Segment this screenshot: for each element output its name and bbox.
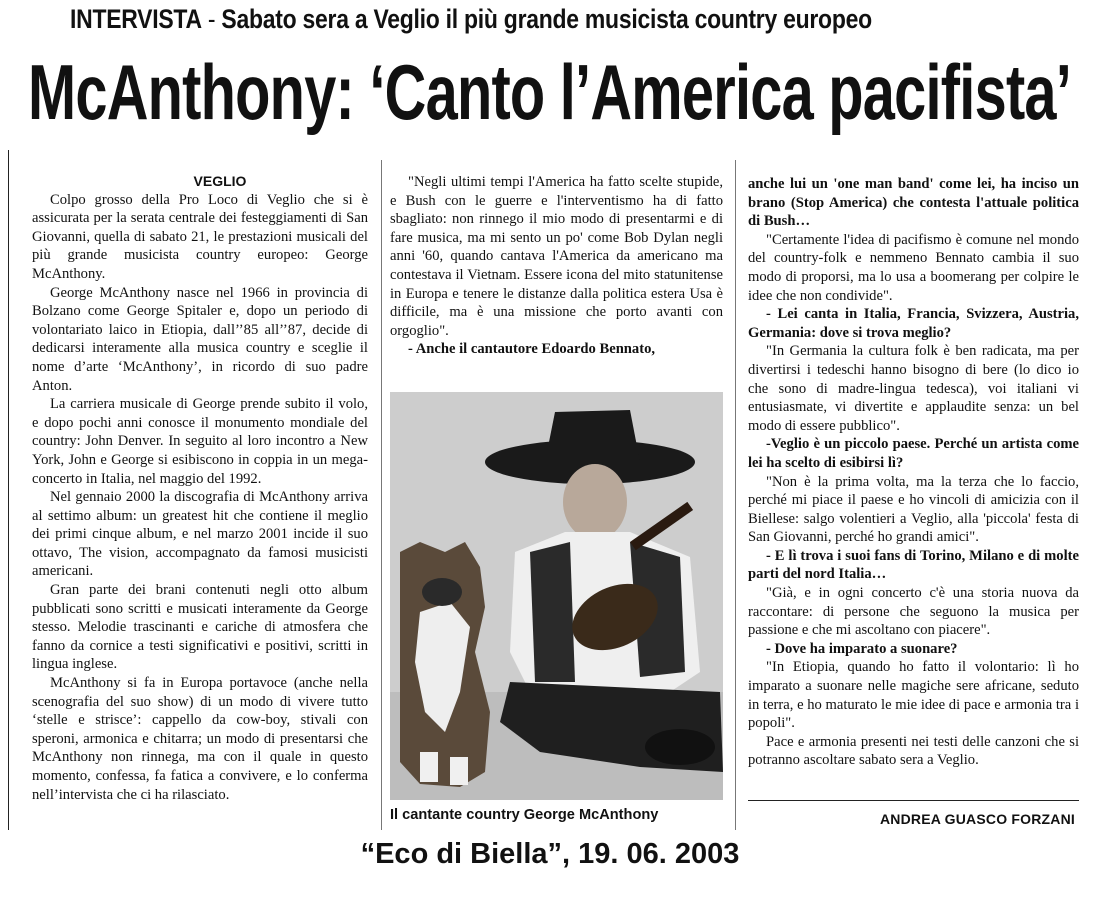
byline: ANDREA GUASCO FORZANI [879,811,1075,827]
headline: McAnthony: ‘Canto l’America pacifista’ [28,48,1072,136]
left-border-rule [8,150,9,830]
article-paragraph: Nel gennaio 2000 la discografia di McAnthony arriva al settimo album: un greatest hit che contiene il meglio dei primi cinque album, e nel marzo 2001 incide il suo ottavo, The vision, accompagnato da famosi musicisti americani. [32,489,368,580]
interview-question: - Anche il cantautore Edoardo Bennato, [408,341,656,358]
article-paragraph: "Certamente l'idea di pacifismo è comune nel mondo del country-folk e nemmeno Bennato cambia il suo modo di proporsi, ma lo usa a boomerang per colpire le idee che non condivide". [748,231,1079,304]
dateline: VEGLIO [193,173,247,189]
article-paragraph: George McAnthony nasce nel 1966 in provincia di Bolzano come George Spitaler e, dopo un periodo di volontariato laico in Etiopia, dall’’85 all’’87, decide di dedicarsi interamente alla musica country e sceglie il nome d’arte ‘McAnthony’, in ricordo di suo padre Anton. [32,284,368,394]
kicker-separator: - [201,4,222,34]
article-column-3 [748,175,1079,770]
source-citation: “Eco di Biella”, 19. 06. 2003 [360,838,740,870]
article-paragraph: La carriera musicale di George prende subito il volo, e dopo pochi anni conosce il monumento mondiale del country: John Denver. In seguito al loro incontro a New York, John e George si esibiscono in coppia in un mega-concerto in Italia, nel maggio del 1992. [32,396,368,487]
interview-question: - Dove ha imparato a suonare? [766,640,958,657]
article-paragraph: "Non è la prima volta, ma la terza che lo faccio, perché mi piace il paese e ho vincoli di amicizia con il Biellese: salgo volentieri a Veglio, alla 'piccola' festa di San Giovanni, perché ho grandi amici". [748,473,1079,546]
column-rule-2 [735,160,736,830]
photo-illustration [390,392,723,800]
article-paragraph: "Negli ultimi tempi l'America ha fatto scelte stupide, e Bush con le guerre e l'interventismo ha di fatto sbagliato: non rinnego il mio modo di presentarmi e di fare musica, ma mi sento un po' come Bob Dylan negli anni '60, quando cantava l'America da americano ma contestava il Vietnam. Essere icona del mito statunitense in Europa e tenere le distanze dalla politica estera Usa è difficile, ma è una missione che porto avanti con orgoglio". [390,174,723,339]
article-paragraph: Pace e armonia presenti nei testi delle canzoni che si potranno ascoltare sabato sera a Veglio. [748,733,1079,769]
kicker-label: INTERVISTA [70,4,202,34]
article-paragraph: "In Etiopia, quando ho fatto il volontario: lì ho imparato a suonare nelle magiche sere africane, seduto in terra, e ho maturato le mie idee di pace e armonia tra i popoli". [748,659,1079,732]
article-paragraph: Colpo grosso della Pro Loco di Veglio che si è assicurata per la serata centrale dei festeggiamenti di San Giovanni, quella di sabato 21, le prestazioni musicali del più grande musicista country europeo: George McAnthony. [32,191,368,282]
article-paragraph: McAnthony si fa in Europa portavoce (anche nella scenografia del suo show) di un modo di vivere tutto ‘stelle e strisce’: cappello da cow-boy, stivali con speroni, armonica e chitarra; un modo di presentarsi che McAnthony non rinnega, ma con il quale in questo momento, confessa, fa fatica a convivere, e lo conferma nell’intervista che ci ha rilasciato. [32,675,368,803]
interview-question: anche lui un 'one man band' come lei, ha inciso un brano (Stop America) che contesta l'attuale politica di Bush… [748,176,1079,230]
column-rule-1 [381,160,382,830]
photo [390,392,723,800]
article-column-1 [32,172,368,804]
interview-question: - Lei canta in Italia, Francia, Svizzera, Austria, Germania: dove si trova meglio? [748,306,1079,341]
interview-question: -Veglio è un piccolo paese. Perché un artista come lei ha scelto di esibirsi lì? [748,436,1079,471]
article-paragraph: "In Germania la cultura folk è ben radicata, ma per divertirsi i tedeschi hanno bisogno di bere (lo dico io che sono di madre-lingua tedesca), voi italiani vi entusiasmate, vi divertite e applaudite senza: un bel modo di essere pubblico". [748,343,1079,434]
article-paragraph: Gran parte dei brani contenuti negli otto album pubblicati sono scritti e musicati interamente da George stesso. Melodie trascinanti e cariche di atmosfera che fanno da cornice a testi significativi e positivi, scritti in lingua inglese. [32,582,368,673]
article-column-2 [390,173,723,359]
kicker-text: Sabato sera a Veglio il più grande musicista country europeo [221,4,872,34]
kicker [70,4,929,35]
photo-caption: Il cantante country George McAnthony [390,807,659,823]
byline-rule [748,800,1079,801]
article-paragraph: "Già, e in ogni concerto c'è una storia nuova da raccontare: di persone che seguono la musica per passione e che mi ascoltano con piacere". [748,585,1079,639]
interview-question: - E lì trova i suoi fans di Torino, Milano e di molte parti del nord Italia… [748,547,1079,583]
